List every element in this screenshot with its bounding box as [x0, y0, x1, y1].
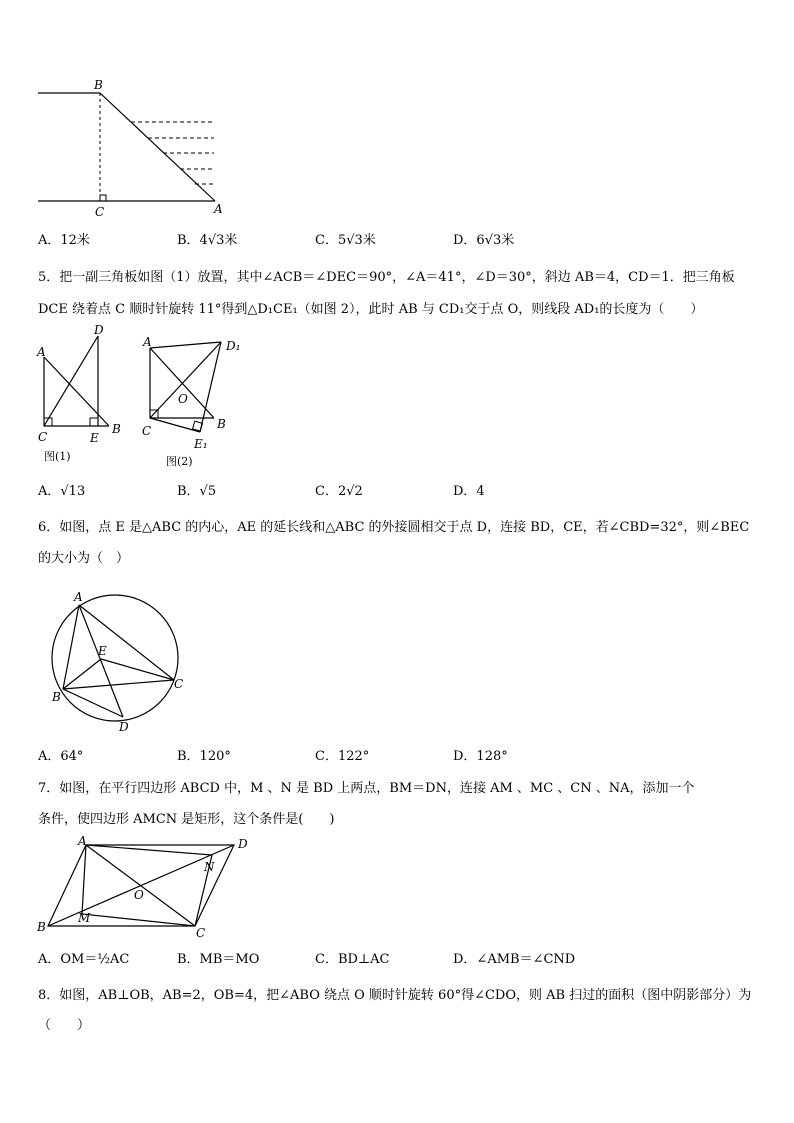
- q4-option-d[interactable]: D．6√3米: [453, 233, 515, 248]
- q4-option-b[interactable]: B．4√3米: [177, 233, 238, 248]
- q7-label-n: N: [204, 860, 215, 874]
- q5-f1-label-d: D: [94, 323, 104, 337]
- q5-option-a[interactable]: A．√13: [38, 484, 86, 499]
- q7-text-line1: 7．如图，在平行四边形 ABCD 中，M 、N 是 BD 上两点，BM＝DN，连接 AM 、MC 、CN 、NA，添加一个: [38, 781, 695, 796]
- q7-option-b[interactable]: B．MB＝MO: [177, 952, 260, 967]
- q4-label-c: C: [95, 205, 105, 219]
- q6-option-b[interactable]: B．120°: [177, 749, 231, 764]
- q5-f2-label-o: O: [178, 392, 188, 406]
- q4-label-a: A: [214, 202, 223, 216]
- q6-text-line1: 6．如图，点 E 是△ABC 的内心，AE 的延长线和△ABC 的外接圆相交于点 D，连接 BD，CE，若∠CBD=32°，则∠BEC: [38, 520, 750, 535]
- q6-option-a[interactable]: A．64°: [38, 749, 84, 764]
- q5-f2-label-a: A: [143, 335, 152, 349]
- q5-figure-1: [34, 322, 134, 467]
- q6-label-d: D: [119, 720, 129, 734]
- q8-text-line2: （ ）: [38, 1018, 91, 1033]
- q5-f2-label-c: C: [142, 424, 152, 438]
- q6-text-line2: 的大小为（ ）: [38, 551, 130, 566]
- q5-option-d[interactable]: D．4: [453, 484, 485, 499]
- q4-label-b: B: [94, 78, 103, 92]
- q5-option-c[interactable]: C．2√2: [315, 484, 363, 499]
- q5-options: [38, 482, 658, 502]
- q5-f2-label-e1: E₁: [194, 437, 208, 451]
- q6-label-a: A: [74, 590, 83, 604]
- q5-f1-label-a: A: [37, 345, 46, 359]
- q7-options: [38, 950, 658, 970]
- q7-label-a: A: [78, 834, 87, 848]
- q5-f2-label-d1: D₁: [226, 339, 241, 353]
- q4-option-a[interactable]: A．12米: [38, 233, 90, 248]
- q5-f2-caption: 图(2): [166, 455, 193, 468]
- q4-options: [38, 231, 658, 251]
- q7-figure: [34, 833, 264, 939]
- q6-label-c: C: [174, 677, 184, 691]
- q7-label-c: C: [196, 926, 206, 939]
- q7-label-b: B: [37, 920, 46, 934]
- q5-text-line1: 5．把一副三角板如图（1）放置，其中∠ACB＝∠DEC＝90°，∠A＝41°，∠D＝30°，斜边 AB＝4，CD＝1．把三角板: [38, 270, 735, 285]
- q7-label-d: D: [238, 837, 248, 851]
- q7-option-d[interactable]: D．∠AMB＝∠CND: [453, 952, 576, 967]
- q5-f1-label-b: B: [112, 422, 121, 436]
- q6-label-b: B: [52, 690, 61, 704]
- q5-f2-label-b: B: [217, 417, 226, 431]
- q5-f1-caption: 图(1): [44, 450, 71, 463]
- q7-label-m: M: [78, 911, 91, 925]
- q5-f1-label-c: C: [38, 430, 48, 444]
- q5-option-b[interactable]: B．√5: [177, 484, 217, 499]
- q5-f1-label-e: E: [90, 431, 99, 445]
- q6-label-e: E: [98, 644, 107, 658]
- q7-option-c[interactable]: C．BD⊥AC: [315, 952, 390, 967]
- q4-figure: [30, 75, 230, 225]
- q7-text-line2: 条件，使四边形 AMCN 是矩形，这个条件是( ): [38, 812, 335, 827]
- q7-label-o: O: [134, 888, 144, 902]
- q5-text-line2: DCE 绕着点 C 顺时针旋转 11°得到△D₁CE₁（如图 2），此时 AB 与 CD₁交于点 O，则线段 AD₁的长度为（ ）: [38, 302, 704, 317]
- q5-figure-2: [138, 328, 256, 473]
- q6-options: [38, 747, 658, 767]
- q4-option-c[interactable]: C．5√3米: [315, 233, 376, 248]
- q8-text-line1: 8．如图，AB⊥OB，AB=2，OB=4，把∠ABO 绕点 O 顺时针旋转 60°得∠CDO，则 AB 扫过的面积（图中阴影部分）为: [38, 988, 752, 1003]
- q7-option-a[interactable]: A．OM＝½AC: [38, 952, 130, 967]
- q6-figure: [40, 588, 190, 736]
- q6-option-c[interactable]: C．122°: [315, 749, 370, 764]
- q6-option-d[interactable]: D．128°: [453, 749, 508, 764]
